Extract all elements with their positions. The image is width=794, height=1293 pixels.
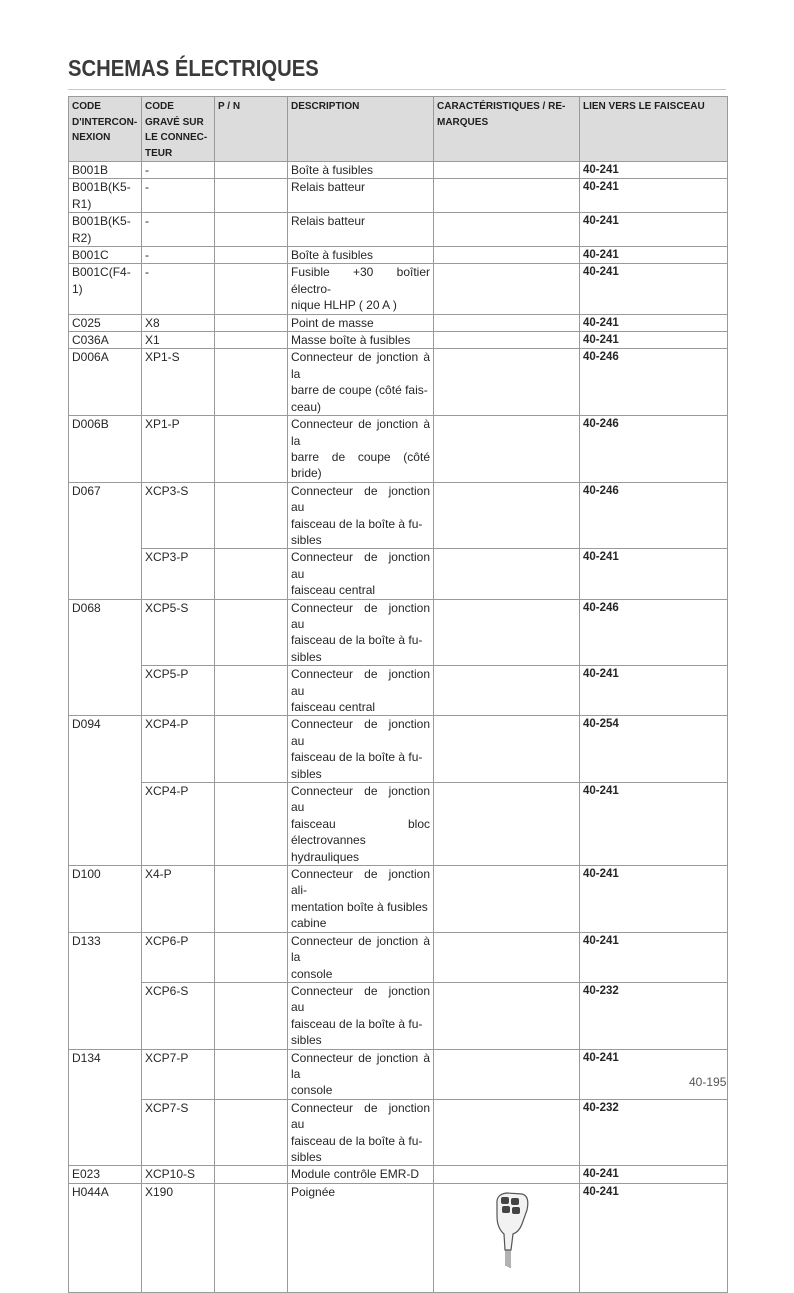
remarks-cell xyxy=(434,932,580,982)
title-divider xyxy=(68,89,726,90)
header-remarks: CARACTÉRISTIQUES / RE- MARQUES xyxy=(434,97,580,162)
table-row xyxy=(69,1183,728,1292)
part-number-cell xyxy=(215,264,288,314)
part-number-cell xyxy=(215,332,288,349)
table-row xyxy=(69,866,728,933)
harness-link-cell: 40-241 xyxy=(580,247,728,264)
part-number-cell xyxy=(215,482,288,549)
table-row xyxy=(69,179,728,213)
table-row xyxy=(69,982,728,1049)
harness-link-cell: 40-241 xyxy=(580,783,728,866)
interconnection-code-cell: D006A xyxy=(69,349,142,416)
table-header-row xyxy=(69,97,728,162)
part-number-cell xyxy=(215,866,288,933)
description-cell: Connecteur de jonction au faisceau de la boîte à fu- sibles xyxy=(288,1099,434,1166)
part-number-cell xyxy=(215,1183,288,1292)
engraved-code-cell: XCP7-P xyxy=(142,1049,215,1099)
harness-link-cell: 40-241 xyxy=(580,1049,728,1099)
part-number-cell xyxy=(215,549,288,599)
part-number-cell xyxy=(215,982,288,1049)
remarks-cell xyxy=(434,866,580,933)
engraved-code-cell: X8 xyxy=(142,314,215,331)
interconnection-code-cell: D068 xyxy=(69,599,142,716)
description-cell: Relais batteur xyxy=(288,179,434,213)
part-number-cell xyxy=(215,783,288,866)
engraved-code-cell: - xyxy=(142,162,215,179)
interconnection-code-cell: B001B xyxy=(69,162,142,179)
description-cell: Connecteur de jonction au faisceau bloc électrovannes hydrauliques xyxy=(288,783,434,866)
description-cell: Connecteur de jonction au faisceau de la boîte à fu- sibles xyxy=(288,716,434,783)
harness-link-cell: 40-232 xyxy=(580,982,728,1049)
table-body xyxy=(69,162,728,1293)
part-number-cell xyxy=(215,666,288,716)
description-cell: Connecteur de jonction au faisceau de la boîte à fu- sibles xyxy=(288,982,434,1049)
remarks-cell xyxy=(434,482,580,549)
harness-link-cell: 40-241 xyxy=(580,1166,728,1183)
engraved-code-cell: XCP4-P xyxy=(142,716,215,783)
interconnection-code-cell: H044A xyxy=(69,1183,142,1292)
table-row xyxy=(69,349,728,416)
description-cell: Connecteur de jonction à la barre de coupe (côté fais- ceau) xyxy=(288,349,434,416)
page-number: 40-195 xyxy=(689,1075,727,1089)
table-row xyxy=(69,213,728,247)
table-row xyxy=(69,332,728,349)
page-title: SCHEMAS ÉLECTRIQUES xyxy=(68,55,319,81)
part-number-cell xyxy=(215,599,288,666)
table-row xyxy=(69,666,728,716)
harness-link-cell: 40-241 xyxy=(580,179,728,213)
table-row xyxy=(69,783,728,866)
description-cell: Point de masse xyxy=(288,314,434,331)
engraved-code-cell: X4-P xyxy=(142,866,215,933)
table-row xyxy=(69,247,728,264)
table-row xyxy=(69,1166,728,1183)
description-cell: Fusible +30 boîtier électro- nique HLHP ( 20 A ) xyxy=(288,264,434,314)
table-row xyxy=(69,314,728,331)
part-number-cell xyxy=(215,1049,288,1099)
harness-link-cell: 40-241 xyxy=(580,549,728,599)
harness-link-cell: 40-254 xyxy=(580,716,728,783)
interconnection-code-cell: B001B(K5- R1) xyxy=(69,179,142,213)
engraved-code-cell: XCP5-S xyxy=(142,599,215,666)
part-number-cell xyxy=(215,932,288,982)
engraved-code-cell: X1 xyxy=(142,332,215,349)
remarks-cell xyxy=(434,982,580,1049)
interconnection-code-cell: D006B xyxy=(69,416,142,483)
part-number-cell xyxy=(215,247,288,264)
interconnection-code-cell: C036A xyxy=(69,332,142,349)
harness-link-cell: 40-246 xyxy=(580,482,728,549)
remarks-cell xyxy=(434,666,580,716)
remarks-cell xyxy=(434,349,580,416)
harness-link-cell: 40-241 xyxy=(580,1183,728,1292)
harness-link-cell: 40-241 xyxy=(580,264,728,314)
description-cell: Connecteur de jonction au faisceau central xyxy=(288,549,434,599)
harness-link-cell: 40-241 xyxy=(580,666,728,716)
description-cell: Connecteur de jonction au faisceau central xyxy=(288,666,434,716)
harness-link-cell: 40-241 xyxy=(580,314,728,331)
engraved-code-cell: X190 xyxy=(142,1183,215,1292)
description-cell: Masse boîte à fusibles xyxy=(288,332,434,349)
table-row xyxy=(69,1049,728,1099)
engraved-code-cell: XP1-S xyxy=(142,349,215,416)
interconnection-code-cell: D134 xyxy=(69,1049,142,1166)
harness-link-cell: 40-246 xyxy=(580,349,728,416)
part-number-cell xyxy=(215,162,288,179)
engraved-code-cell: XCP4-P xyxy=(142,783,215,866)
part-number-cell xyxy=(215,1166,288,1183)
harness-link-cell: 40-241 xyxy=(580,213,728,247)
interconnection-code-cell: B001B(K5- R2) xyxy=(69,213,142,247)
interconnection-code-cell: C025 xyxy=(69,314,142,331)
part-number-cell xyxy=(215,314,288,331)
description-cell: Poignée xyxy=(288,1183,434,1292)
description-cell: Connecteur de jonction à la console xyxy=(288,1049,434,1099)
harness-link-cell: 40-232 xyxy=(580,1099,728,1166)
harness-link-cell: 40-241 xyxy=(580,866,728,933)
part-number-cell xyxy=(215,349,288,416)
description-cell: Boîte à fusibles xyxy=(288,247,434,264)
table-row xyxy=(69,549,728,599)
engraved-code-cell: XCP5-P xyxy=(142,666,215,716)
table-row xyxy=(69,162,728,179)
interconnection-code-cell: D094 xyxy=(69,716,142,866)
remarks-cell xyxy=(434,1099,580,1166)
remarks-cell xyxy=(434,264,580,314)
table-row xyxy=(69,482,728,549)
remarks-cell xyxy=(434,599,580,666)
table-row xyxy=(69,599,728,666)
remarks-cell xyxy=(434,1049,580,1099)
remarks-cell xyxy=(434,213,580,247)
connector-table xyxy=(68,96,728,1293)
remarks-cell xyxy=(434,314,580,331)
harness-link-cell: 40-241 xyxy=(580,932,728,982)
remarks-cell xyxy=(434,783,580,866)
engraved-code-cell: - xyxy=(142,264,215,314)
header-engraved-code: CODE GRAVÉ SUR LE CONNEC- TEUR xyxy=(142,97,215,162)
interconnection-code-cell: E023 xyxy=(69,1166,142,1183)
description-cell: Connecteur de jonction à la barre de coupe (côté bride) xyxy=(288,416,434,483)
harness-link-cell: 40-246 xyxy=(580,416,728,483)
table-row xyxy=(69,716,728,783)
table-row xyxy=(69,264,728,314)
header-harness-link: LIEN VERS LE FAISCEAU xyxy=(580,97,728,162)
table-row xyxy=(69,1099,728,1166)
engraved-code-cell: XCP7-S xyxy=(142,1099,215,1166)
remarks-cell xyxy=(434,332,580,349)
interconnection-code-cell: B001C(F4-1) xyxy=(69,264,142,314)
interconnection-code-cell: D067 xyxy=(69,482,142,599)
engraved-code-cell: XCP6-P xyxy=(142,932,215,982)
remarks-cell xyxy=(434,179,580,213)
harness-link-cell: 40-246 xyxy=(580,599,728,666)
header-interconnection-code: CODE D'INTERCON- NEXION xyxy=(69,97,142,162)
header-description: DESCRIPTION xyxy=(288,97,434,162)
description-cell: Connecteur de jonction au faisceau de la boîte à fu- sibles xyxy=(288,482,434,549)
remarks-cell xyxy=(434,1166,580,1183)
remarks-cell xyxy=(434,416,580,483)
part-number-cell xyxy=(215,416,288,483)
engraved-code-cell: XP1-P xyxy=(142,416,215,483)
part-number-cell xyxy=(215,1099,288,1166)
header-part-number: P / N xyxy=(215,97,288,162)
description-cell: Connecteur de jonction au faisceau de la boîte à fu- sibles xyxy=(288,599,434,666)
description-cell: Connecteur de jonction à la console xyxy=(288,932,434,982)
remarks-cell xyxy=(434,549,580,599)
table-row xyxy=(69,416,728,483)
description-cell: Relais batteur xyxy=(288,213,434,247)
table-row xyxy=(69,932,728,982)
description-cell: Module contrôle EMR-D xyxy=(288,1166,434,1183)
interconnection-code-cell: D100 xyxy=(69,866,142,933)
part-number-cell xyxy=(215,716,288,783)
harness-link-cell: 40-241 xyxy=(580,332,728,349)
harness-link-cell: 40-241 xyxy=(580,162,728,179)
interconnection-code-cell: D133 xyxy=(69,932,142,1049)
engraved-code-cell: XCP3-P xyxy=(142,549,215,599)
engraved-code-cell: - xyxy=(142,213,215,247)
joystick-handle-icon xyxy=(489,1190,533,1270)
remarks-cell xyxy=(434,247,580,264)
engraved-code-cell: XCP3-S xyxy=(142,482,215,549)
engraved-code-cell: XCP6-S xyxy=(142,982,215,1049)
engraved-code-cell: - xyxy=(142,179,215,213)
interconnection-code-cell: B001C xyxy=(69,247,142,264)
remarks-cell xyxy=(434,162,580,179)
description-cell: Boîte à fusibles xyxy=(288,162,434,179)
part-number-cell xyxy=(215,213,288,247)
part-number-cell xyxy=(215,179,288,213)
remarks-cell xyxy=(434,1183,580,1292)
description-cell: Connecteur de jonction ali- mentation boîte à fusibles cabine xyxy=(288,866,434,933)
engraved-code-cell: XCP10-S xyxy=(142,1166,215,1183)
engraved-code-cell: - xyxy=(142,247,215,264)
remarks-cell xyxy=(434,716,580,783)
